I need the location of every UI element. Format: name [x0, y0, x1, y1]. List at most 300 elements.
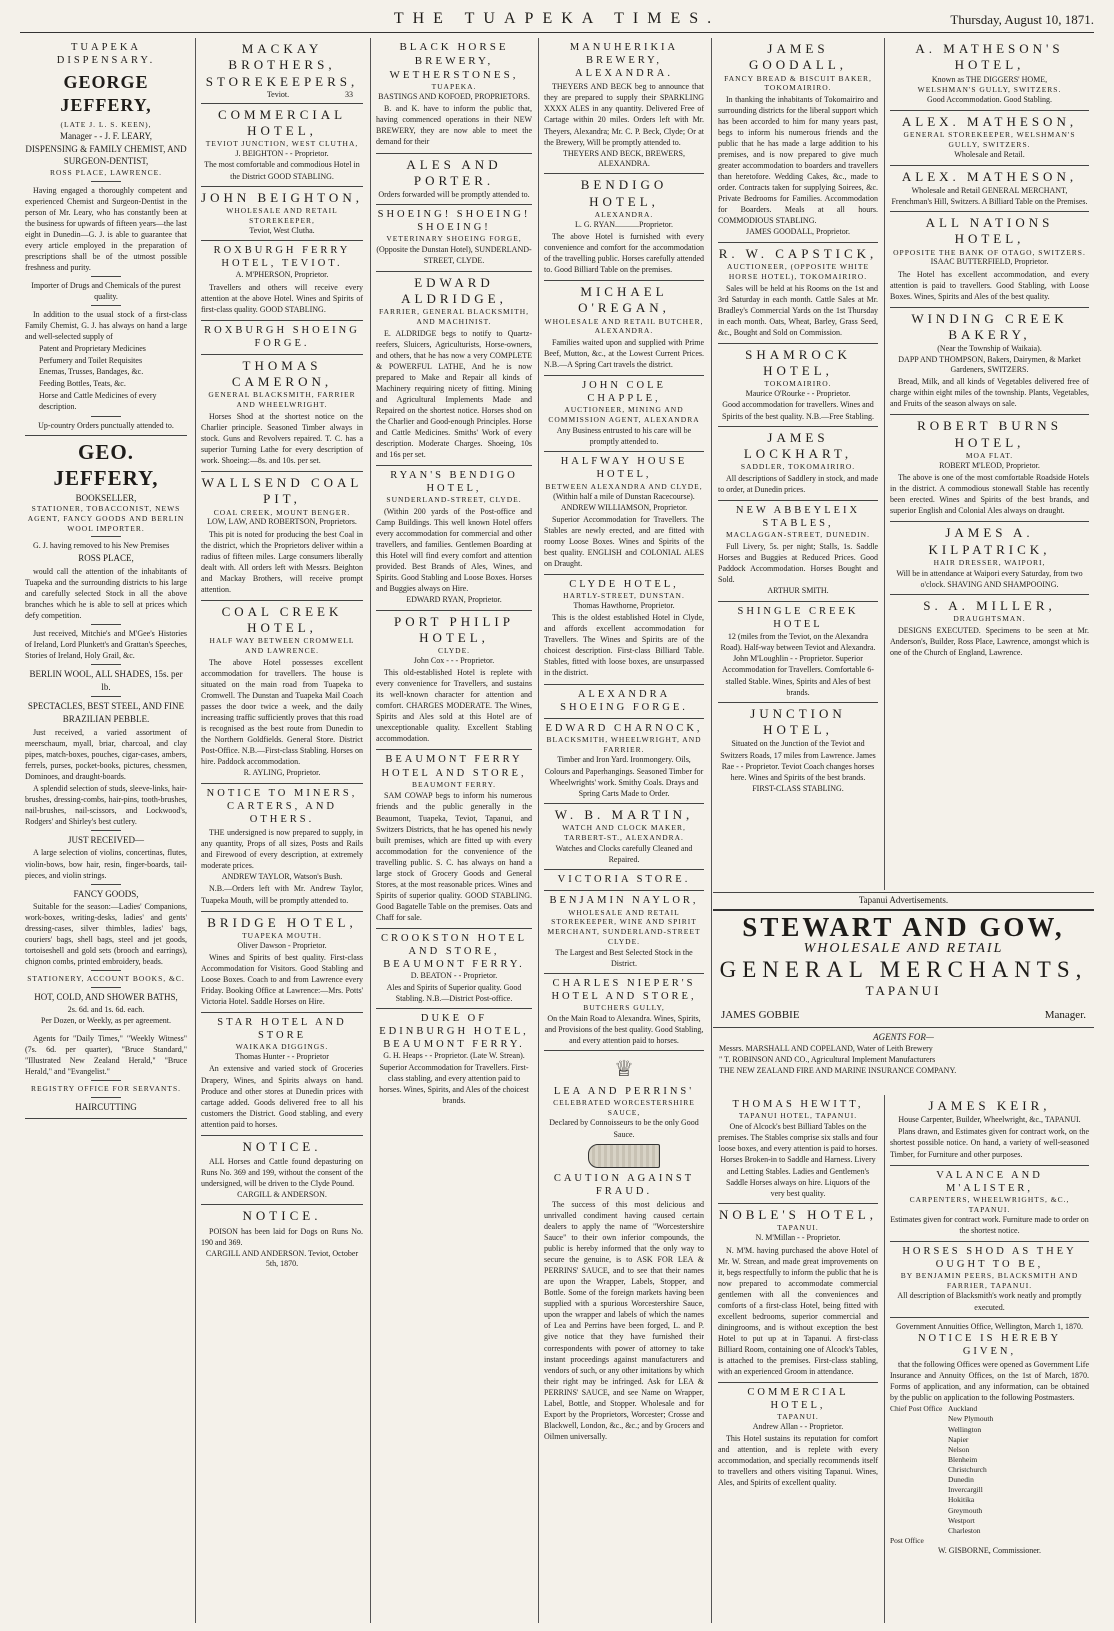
ad-nobles-hotel: [718, 1204, 878, 1383]
ad-sub: OPPOSITE THE BANK OF OTAGO, SWITZERS.: [893, 247, 1086, 257]
ad-title: ALL NATIONS HOTEL,: [925, 215, 1054, 247]
ad-text: Importer of Drugs and Chemicals of the purest quality.: [31, 280, 181, 301]
ad-text: (Within half a mile of Dunstan Racecourse).: [553, 492, 695, 502]
office-label: Post Office: [890, 1535, 924, 1545]
ad-proprietor: Thomas Hawthorne, Proprietor.: [573, 600, 675, 610]
ad-notice-poison: [201, 1205, 363, 1273]
ad-place: ROSS PLACE,: [78, 553, 134, 564]
ad-edward-aldridge: [376, 272, 532, 466]
ad-proprietor: Thomas Hunter - - Proprietor: [235, 1052, 329, 1062]
ad-james-goodall: [718, 38, 878, 243]
ad-sub: TUAPEKA.: [431, 82, 477, 92]
ad-alex-matheson-store: [890, 111, 1089, 166]
ad-text: An extensive and varied stock of Groceries Drapery, Wines, and Spirits always on hand. Produce and other stores at Dunedin prices with cartage added. Goods delivered free to all his customers the District. Good stabling, and every attention paid to horses.: [201, 1064, 363, 1129]
ad-benjamin-peers: [890, 1242, 1089, 1318]
list-item: Westport: [948, 1515, 975, 1525]
ad-ales-porter: [376, 154, 532, 206]
ad-title: NOTICE.: [242, 1138, 322, 1154]
divider: [91, 536, 121, 537]
item-list: [25, 343, 187, 413]
ad-heading: SPECTACLES, BEST STEEL, AND FINE BRAZILIAN PEBBLE.: [27, 701, 185, 724]
ad-text: One of Alcock's best Billiard Tables on the premises. The Stables comprise six stalls and four loose boxes, and every attention is paid to horses. Horses Broken-in to Saddle and Harness. Livery and Letting Stables. Ladies and Gentlemen's Saddle Horses always on hire. Liquors of the very best quality.: [718, 1121, 878, 1198]
ad-text: that the following Offices were opened as Government Life Insurance and Annuity Offices, on the 1st of March, 1870. Forms of application, and any information, can be obtained by the public on application to the following Postmasters.: [890, 1360, 1089, 1403]
ad-commercial-hotel: [201, 104, 363, 187]
ad-john-cole-chapple: [544, 376, 704, 452]
ad-crookston: [376, 929, 532, 1009]
ad-title: VICTORIA STORE.: [557, 874, 691, 886]
ad-black-horse-brewery: [376, 38, 532, 154]
ad-title: BRIDGE HOTEL,: [207, 914, 357, 930]
ad-shamrock-hotel: [718, 344, 878, 427]
divider: [91, 830, 121, 831]
ad-title: JAMES A. KILPATRICK,: [928, 525, 1051, 557]
ad-bridge-hotel: [201, 912, 363, 1014]
ad-text: Plans drawn, and Estimates given for contract work, on the shortest possible notice. On hand, a variety of well-seasoned Timber, for Furniture and other purposes.: [890, 1127, 1089, 1159]
list-item: Greymouth: [948, 1505, 983, 1515]
ad-title: GEORGE JEFFERY,: [60, 72, 152, 115]
ad-text: This is the oldest established Hotel in Clyde, and affords excellent accommodation for Travellers. The Wines and Spirits are of the choicest description. First-class Billiard Table. Stables, fitted with loose boxes, are unsurpassed in the district.: [544, 613, 704, 678]
ad-thomas-cameron: [201, 355, 363, 472]
ad-text: Ales and Spirits of Superior quality. Good Stabling. N.B.—District Post-office.: [386, 982, 522, 1003]
ad-heading: REGISTRY OFFICE FOR SERVANTS.: [30, 1084, 182, 1094]
ad-title: ALES AND PORTER.: [406, 156, 502, 188]
ad-title: VALANCE AND M'ALISTER,: [936, 1169, 1043, 1194]
ad-sub: AUCTIONEER, (OPPOSITE WHITE HORSE HOTEL), TOKOMAIRIRO.: [726, 262, 870, 281]
ad-text: Families waited upon and supplied with Prime Beef, Mutton, &c., at the Lowest Current Prices. N.B.—A Spring Cart travels the district.: [544, 338, 704, 370]
ad-sub: STATIONER, TOBACCONIST, NEWS AGENT, FANCY GOODS AND BERLIN WOOL IMPORTER.: [27, 504, 185, 533]
ad-text: N.B.—Orders left with Mr. Andrew Taylor, Tuapeka Mouth, will be promptly attended to.: [201, 884, 363, 905]
ad-text: (Opposite the Dunstan Hotel), SUNDERLAND-STREET, CLYDE.: [376, 245, 532, 266]
ad-title: JOHN BEIGHTON,: [201, 189, 363, 205]
ad-sub: BUTCHERS GULLY,: [583, 1003, 665, 1013]
ad-beaumont-ferry: [376, 750, 532, 928]
ad-text: The success of this most delicious and unrivalled condiment having caused certain dealers to apply the name of "Worcestershire Sauce" to their own inferior compounds, the public is hereby informed that the only way to secure the genuine, is to ASK FOR LEA & PERRINS' SAUCE, and to see that their names are upon the Wrapper, Labels, Stopper, and Bottle. Some of the foreign markets having been supplied with a spurious Worcestershire Sauce, upon the wrapper and labels of which the names of Lea and Perrins have been forged, L. and P. give notice that they have furnished their correspondents with power of attorney to take instant proceedings against manufacturers and vendors of such, or any other imitations by which their right may be infringed. Ask for LEA & PERRINS' SAUCE, and see Name on Wrapper, Label, Bottle, and Stopper. Wholesale and for Export by the Proprietors, Worcester; Crosse and Blackwell, London, &c., &c.; and by Grocers and Oilmen universally.: [544, 1200, 704, 1441]
ad-heading: HOT, COLD, AND SHOWER BATHS,: [34, 992, 178, 1003]
ad-text: Per Dozen, or Weekly, as per agreement.: [41, 1015, 171, 1025]
ad-heading: TUAPEKA DISPENSARY.: [56, 42, 156, 67]
ad-text: Superior Accommodation for Travellers. First-class stabling, and every attention paid to horses. Wines, Spirits, and Ales of the choicest brands.: [379, 1062, 529, 1106]
ad-thomas-hewitt: [718, 1095, 878, 1204]
divider: [91, 664, 121, 665]
ad-title: NOTICE TO MINERS, CARTERS, AND OTHERS.: [206, 787, 358, 825]
ad-lea-perrins: [544, 1051, 704, 1446]
ad-sub: WHOLESALE AND RETAIL: [803, 941, 1004, 957]
ad-title: BENJAMIN NAYLOR,: [549, 895, 699, 907]
ad-halfway-house: [544, 452, 704, 575]
ad-sub: BEAUMONT FERRY.: [412, 779, 496, 789]
ad-text: Suitable for the season:—Ladies' Companions, work-boxes, writing-desks, ladies' and gents' dressing-cases, silver thimbles, ladies' bags, couriers' bags, shell bags, steel and jet goods, tortoiseshell and gold sets (brooch and earrings), chignon combs, printed embroidery, beads.: [25, 902, 187, 967]
agent-line: THE NEW ZEALAND FIRE AND MARINE INSURANCE COMPANY.: [719, 1065, 957, 1075]
ad-title: JOHN COLE CHAPPLE,: [582, 380, 666, 405]
masthead: [20, 10, 1094, 33]
ad-title: MACKAY BROTHERS, STOREKEEPERS,: [205, 41, 359, 89]
ad-heading: HAIRCUTTING: [75, 1101, 137, 1112]
divider: [91, 696, 121, 697]
ad-sub: MOA FLAT.: [965, 450, 1014, 460]
ad-sub: WATCH AND CLOCK MAKER, TARBERT-ST., ALEXANDRA.: [562, 823, 686, 843]
ad-title: RYAN'S BENDIGO HOTEL,: [390, 469, 518, 495]
ad-title: NOBLE'S HOTEL,: [718, 1207, 877, 1223]
column-7: [713, 1095, 883, 1623]
list-item: Wellington: [948, 1424, 982, 1434]
ad-title: WALLSEND COAL PIT,: [201, 475, 363, 507]
ad-sub: (LATE J. L. S. KEEN),: [60, 120, 152, 130]
tapanui-ads: [713, 1095, 1094, 1623]
ad-signature: W. GISBORNE, Commissioner.: [937, 1546, 1042, 1556]
ad-text: In thanking the inhabitants of Tokomairiro and surrounding districts for the liberal support which has been accorded to him for many years past, begs to inform his numerous friends and the public that he has made a large addition to his premises, and is now prepared to give much greater accommodation to boarders and travellers than heretofore. Wedding Cakes, &c., made to order. Contracts taken for supplying Soirees, &c. Private Bedrooms for Families. Accommodation for Boarders. Meals at all hours. COMMODIOUS STABLING.: [718, 95, 878, 226]
ad-text: The above Hotel possesses excellent accommodation for travellers. The house is situated on the main road from Tuapeka to Cromwell. The Dunstan and Tuapeka Mail Coach passes the door twice a week, and the daily increasing traffic sufficiently proves that this road is recognised as the best route from Dunedin to the Northern Goldfields. General Store. District Post-Office. N.B.—First-class Stabling. Horses on hire. Paddock accommodation.: [201, 657, 363, 767]
divider: [91, 416, 121, 417]
ad-charles-nieper: [544, 974, 704, 1052]
ad-sub: WHOLESALE AND RETAIL BUTCHER, ALEXANDRA.: [544, 316, 704, 336]
ad-text: Frenchman's Hill, Switzers. A Billiard Table on the Premises.: [891, 197, 1088, 206]
ad-title: DUKE OF EDINBURGH HOTEL, BEAUMONT FERRY.: [379, 1012, 529, 1051]
list-item: Auckland: [948, 1404, 978, 1414]
ad-duke-edinburgh: [376, 1009, 532, 1111]
ad-title: NEW ABBEYLEIX STABLES,: [735, 505, 861, 530]
ad-winding-creek: [890, 308, 1089, 416]
ad-text: Horses Shod at the shortest notice on the Charlier principle. Seasoned Timber always in stock. Guns and Revolvers repaired. T. C. has a superior Turning Lathe for every description of work. Shoeing:—8s. and 10s. per set.: [201, 411, 363, 466]
ad-text: (Within 200 yards of the Post-office and Camp Buildings. This well known Hotel offers every accommodation for commercial and other travellers, and families. Gentlemen Boarding at this Hotel will find every comfort and attention provided. Best Brands of Ales, Wines, and Spirits. Good Stabling and Loose Boxes. Horses and Buggies always on Hire.: [376, 506, 532, 594]
ad-edward-charnock: [544, 719, 704, 804]
ad-junction-hotel: [718, 703, 878, 798]
column-3: [371, 38, 537, 1623]
ad-government-notice: [890, 1318, 1089, 1561]
agent-line: " T. ROBINSON AND CO., Agricultural Implement Manufacturers: [719, 1055, 936, 1065]
newspaper-title: THE TUAPEKA TIMES.: [393, 10, 721, 27]
ad-title: JAMES GOODALL,: [748, 41, 848, 73]
ad-ryans-bendigo: [376, 466, 532, 611]
ad-manager: [713, 999, 1094, 1028]
ad-sub: SADDLER, TOKOMAIRIRO.: [740, 462, 856, 472]
ad-sub: BOOKSELLER,: [75, 492, 137, 503]
list-item: Nelson: [948, 1444, 970, 1454]
ad-proprietor: THEYERS AND BECK, BREWERS, ALEXANDRA.: [562, 148, 685, 168]
ad-title: S. A. MILLER,: [923, 597, 1056, 613]
ad-text: All description of Blacksmith's work neatly and promptly executed.: [897, 1291, 1082, 1312]
ad-text: Travellers and others will receive every attention at the above Hotel. Wines and Spirits of first-class quality. GOOD STABLING.: [201, 282, 363, 314]
issue-date: Thursday, August 10, 1871.: [950, 12, 1094, 27]
ad-title: ROXBURGH SHOEING FORGE.: [204, 324, 360, 349]
ad-sub: BETWEEN ALEXANDRA AND CLYDE,: [545, 481, 703, 491]
office-list: [890, 1404, 1089, 1536]
ad-text: This old-established Hotel is replete with every convenience for Travellers, and sustains its well-known character for attention and comfort. CHARGES MODERATE. The Wines, Spirits and Ales sold at this Hotel are of unexceptionable quality. Excellent Stabling accommodation.: [376, 668, 532, 744]
ad-text: 2s. 6d. and 1s. 6d. each.: [67, 1004, 145, 1014]
ad-valance-malister: [890, 1166, 1089, 1242]
ad-sub: DRAUGHTSMAN.: [953, 614, 1026, 624]
ad-title: GEO. JEFFERY,: [53, 440, 159, 491]
ad-title: CHARLES NIEPER'S HOTEL AND STORE,: [551, 977, 697, 1003]
column-5: [713, 38, 883, 890]
ad-text: This pit is noted for producing the best Coal in the district, which the Proprietors deliver within a radius of fifteen miles. Large consumers liberally dealt with. All orders left with Messrs. Beighton and Mackay Brothers, will receive prompt attention.: [201, 529, 363, 594]
ad-title: R. W. CAPSTICK,: [718, 245, 878, 261]
ad-title: ALEX. MATHESON,: [901, 113, 1078, 129]
ad-sub: FARRIER, GENERAL BLACKSMITH, AND MACHINIST.: [378, 307, 530, 326]
list-item: Horse and Cattle Medicines of every description.: [39, 390, 157, 412]
ad-heading: BERLIN WOOL, ALL SHADES, 15s. per lb.: [29, 669, 183, 692]
ad-text: N. M'M. having purchased the above Hotel of Mr. W. Strean, and made great improvements on it, begs respectfully to inform the public that he is now prepared to accommodate commercial gentlemen with all the conveniences and comforts of a first-class Hotel, being fitted with excellent bedrooms, superior commercial and diningrooms, and is without exception the best Hotel to put up at in Tapanui. A first-class Billiard Room, containing one of Alcock's Tables, is attached to the premises. First-class stabling, with an experienced Groom in attendance.: [718, 1245, 878, 1376]
ad-sub: WHOLESALE AND RETAIL STOREKEEPER,: [226, 206, 338, 225]
ad-sub: CLYDE.: [437, 646, 471, 656]
ad-sub: TAPANUI HOTEL, TAPANUI.: [738, 1111, 858, 1121]
ad-wallsend-coal: [201, 472, 363, 601]
ad-title: COMMERCIAL HOTEL,: [747, 1386, 849, 1412]
ad-james-lockhart: [718, 427, 878, 501]
ad-heading: CAUTION AGAINST FRAUD.: [553, 1172, 695, 1197]
ad-title: EDWARD ALDRIDGE,: [401, 274, 507, 306]
ad-star-hotel: [201, 1013, 363, 1136]
ad-role: DISPENSING & FAMILY CHEMIST, AND SURGEON-DENTIST,: [25, 143, 187, 167]
ad-proprietor: ARTHUR SMITH.: [767, 586, 829, 596]
ad-title: JAMES KEIR,: [928, 1098, 1051, 1113]
ad-proprietor: ANDREW WILLIAMSON, Proprietor.: [560, 502, 688, 512]
list-item: Perfumery and Toilet Requisites: [39, 355, 143, 365]
ad-text: Good Accommodation. Good Stabling.: [926, 95, 1053, 105]
divider: [91, 624, 121, 625]
column-2: [196, 38, 368, 1623]
ad-sub: HARTLY-STREET, DUNSTAN.: [563, 591, 685, 601]
ad-sub: AUCTIONEER, MINING AND COMMISSION AGENT, ALEXANDRA: [548, 405, 700, 425]
ad-heading: STATIONERY, ACCOUNT BOOKS, &C.: [27, 974, 185, 984]
ad-title: SHAMROCK HOTEL,: [745, 346, 851, 378]
ad-text: Situated on the Junction of the Teviot and Switzers Roads, 17 miles from Lawrence. James Rae - - Proprietor. Teviot Coach changes horses here. Wines and Spirits of the best brands. FIRST-CLASS STABLING.: [720, 739, 876, 794]
ad-place: ROSS PLACE, LAWRENCE.: [49, 167, 163, 177]
ad-footer: Teviot. 33: [266, 89, 353, 99]
divider: [91, 1029, 121, 1030]
ad-sub: CARPENTERS, WHEELWRIGHTS, &C., TAPANUI.: [909, 1194, 1070, 1214]
ad-text: The above Hotel is furnished with every convenience and comfort for the accommodation of the travelling public. Horses carefully attended to. Good Billiard Table on the premises.: [544, 231, 704, 275]
ad-proprietor: R. AYLING, Proprietor.: [243, 768, 321, 778]
ad-text: Wines and Spirits of best quality. First-class Accommodation for Visitors. Good Stabling and Loose Boxes. Coach to and from Lawrence every Friday. Booking Office at Lawrence:—Mrs. Potts' Victoria Hotel. Saddle Horses on Hire.: [201, 952, 363, 1007]
ad-commercial-hotel-tapanui: [718, 1383, 878, 1494]
ad-proprietor: D. BEATON - - Proprietor.: [410, 971, 498, 981]
ad-title: MICHAEL O'REGAN,: [578, 284, 670, 316]
royal-crest-icon: ♕: [614, 1056, 634, 1082]
ad-text: ALL Horses and Cattle found depasturing on Runs No. 369 and 199, without the consent of the undersigned, will be driven to the Clyde Pound.: [201, 1156, 363, 1188]
ad-manager: Manager - - J. F. LEARY,: [59, 131, 153, 141]
manager-name: JAMES GOBBIE: [721, 1009, 800, 1022]
ad-proprietor: Teviot, West Clutha.: [249, 225, 315, 235]
ad-text: This Hotel sustains its reputation for comfort and attention, and is replete with every accommodation, and specially recommends itself to travellers and others visiting Tapanui. Wines, Ales, and Spirits of excellent quality.: [718, 1434, 878, 1488]
ad-text: A large selection of violins, concertinas, flutes, violin-bows, bow hair, resin, finger-boards, tail-pieces, and violin strings.: [25, 848, 187, 880]
ad-benjamin-naylor: [544, 891, 704, 974]
ad-text: Will be in attendance at Waipori every Saturday, from two o'clock. SHAVING AND SHAMPOOING.: [896, 568, 1083, 589]
ad-robert-burns: [890, 415, 1089, 522]
ad-title: ROBERT BURNS HOTEL,: [917, 418, 1062, 450]
ad-title: WINDING CREEK BAKERY,: [911, 310, 1068, 343]
ad-sub: (Near the Township of Waikaia).: [937, 344, 1042, 354]
ad-proprietor: DAPP AND THOMPSON, Bakers, Dairymen, & Market Gardeners, SWITZERS.: [898, 354, 1081, 374]
ad-proprietor: LOW, LAW, AND ROBERTSON, Proprietors.: [207, 517, 357, 527]
ad-title: JUNCTION HOTEL,: [750, 705, 846, 738]
list-item: Blenheim: [948, 1454, 978, 1464]
ad-title: BLACK HORSE BREWERY, WETHERSTONES,: [389, 41, 519, 81]
ad-proprietor: Oliver Dawson - Proprietor.: [237, 940, 327, 950]
list-item: Napier: [948, 1434, 969, 1444]
ad-text: 12 (miles from the Teviot, on the Alexandra Road). Half-way between Teviot and Alexandra. John M'Loughlin - - Proprietor. Superior Accommodation for Travellers. Comfortable 6-stalled Stable. Wines, Spirits and Ales of best brands.: [720, 631, 876, 697]
manager-title: Manager.: [1044, 1009, 1086, 1022]
ad-sub: HALF WAY BETWEEN CROMWELL AND LAWRENCE.: [209, 636, 355, 656]
ad-text: The Largest and Best Selected Stock in the District.: [555, 947, 693, 968]
ad-sub: TOKOMAIRIRO.: [764, 379, 832, 389]
ad-george-jeffery: [25, 38, 187, 436]
ad-text: DESIGNS EXECUTED. Specimens to be seen at Mr. Anderson's, Builder, Ross Place, Lawrence, amongst which is one of the Church of England, Lawrence.: [890, 625, 1089, 657]
ad-sub: House Carpenter, Builder, Wheelwright, &c., TAPANUI.: [898, 1115, 1081, 1125]
ad-sub: WHOLESALE AND RETAIL STOREKEEPER, WINE AND SPIRIT MERCHANT, SUNDERLAND-STREET CLYDE.: [547, 907, 701, 946]
ad-heading: JUST RECEIVED—: [67, 834, 145, 845]
list-item: Invercargill: [948, 1485, 983, 1495]
ad-text: G. J. having removed to his New Premises: [33, 541, 170, 551]
ad-title: CROOKSTON HOTEL AND STORE, BEAUMONT FERRY.: [380, 932, 528, 971]
ad-shingle-creek: [718, 602, 878, 703]
ad-proprietor: J. BEIGHTON - - Proprietor.: [235, 149, 329, 158]
column-6: [885, 38, 1094, 890]
ad-text: Just received, a varied assortment of meerschaum, myall, briar, charcoal, and clay pipes, match-boxes, pouches, cigar-cases, ambers, ferrels, purses, pocket-books, pictures, chessmen, Dominoes, and draught-boards. A splendid selection of studs, sleeve-links, hair-brushes, dressing-combs, hair-pins, tooth-brushes, nail-brushes, nail-scissors, and Lockwood's, Rodgers' and Shirley's best cutlery.: [25, 727, 187, 826]
ad-text: THE undersigned is now prepared to supply, in any quantity, Props of all sizes, Posts and Rails and Firewood of every description, at extremely moderate prices.: [201, 827, 363, 871]
list-item: Hokitika: [948, 1495, 975, 1505]
ad-title: PORT PHILIP HOTEL,: [394, 613, 514, 645]
ad-title: EDWARD CHARNOCK,: [545, 722, 703, 734]
agent-line: Messrs. MARSHALL AND COPELAND, Water of Leith Brewery: [719, 1044, 933, 1054]
ad-proprietor: ANDREW TAYLOR, Watson's Bush.: [221, 872, 343, 882]
ad-alexandra-forge: [544, 685, 704, 719]
ad-sub: TUAPEKA MOUTH.: [242, 930, 322, 940]
ad-proprietor: JAMES GOODALL, Proprietor.: [746, 227, 850, 237]
ad-title: STEWART AND GOW,: [713, 909, 1094, 941]
ad-abbeyleix-stables: [718, 501, 878, 602]
ad-sub: FANCY BREAD & BISCUIT BAKER, TOKOMAIRIRO.: [724, 73, 872, 93]
ad-sub: TAPANUI.: [777, 1223, 819, 1233]
ad-port-philip: [376, 611, 532, 751]
office-label: Chief Post Office: [890, 1404, 943, 1414]
divider: [91, 884, 121, 885]
list-item: Enemas, Trusses, Bandages, &c.: [39, 367, 144, 377]
ad-sub: MACLAGGAN-STREET, DUNEDIN.: [726, 530, 870, 540]
ad-title: A. MATHESON'S HOTEL,: [915, 41, 1064, 73]
ad-heading: GENERAL MERCHANTS,: [719, 957, 1088, 983]
column-8: [885, 1095, 1094, 1623]
ad-proprietor: Maurice O'Rourke - - Proprietor.: [745, 388, 851, 398]
ad-victoria-store: [544, 870, 704, 891]
ad-title: W. B. MARTIN,: [554, 807, 694, 823]
ad-text: Bread, Milk, and all kinds of Vegetables delivered free of charge within eight miles of the township. Plants, Vegetables, and Fruits of the season always on sale.: [890, 377, 1089, 409]
divider: [91, 305, 121, 306]
ad-proprietor: BASTINGS AND KOFOED, PROPRIETORS.: [378, 92, 530, 101]
divider: [91, 1097, 121, 1098]
ad-text: Any Business entrusted to his care will be promptly attended to.: [556, 425, 692, 447]
ad-sub: SUNDERLAND-STREET, CLYDE.: [386, 495, 522, 505]
ad-text: Having engaged a thoroughly competent and experienced Chemist and Surgeon-Dentist in the person of Mr. Leary, who has constantly been at the business for upwards of fifteen years—the last eight in Dunedin—G. J. is able to guarantee that every article employed in the preparation of prescriptions shall be of the utmost possible freshness and purity.: [25, 185, 187, 272]
list-item: New Plymouth: [948, 1414, 994, 1424]
ad-proprietor: CARGILL & ANDERSON.: [237, 1190, 327, 1199]
ad-john-beighton: [201, 187, 363, 241]
ad-sub: HAIR DRESSER, WAIPORI,: [933, 557, 1046, 567]
ad-text: Superior Accommodation for Travellers. The Stables are newly erected, and are fitted with roomy Loose Boxes. Wines and Spirits of the best quality. ENGLISH and COLONIAL ALES on Draught.: [544, 514, 704, 569]
ad-title: LEA AND PERRINS': [553, 1085, 695, 1097]
divider: [91, 181, 121, 182]
ad-matheson-hotel: [890, 38, 1089, 111]
ad-title: BENDIGO HOTEL,: [580, 177, 668, 209]
divider: [91, 276, 121, 277]
ad-text: Sales will be held at his Rooms on the 1st and 3rd Saturday in each month. Cattle Sales at Mr. Bradley's Commercial Yards on the 1st Thursday in each month. Oats, Wheat, Barley, Grass Seed, &c., Bought and Sold on Commission.: [718, 283, 878, 337]
column-1: [20, 38, 192, 1623]
list-item: Dunedin: [948, 1475, 974, 1485]
ad-title: BEAUMONT FERRY HOTEL AND STORE,: [381, 754, 527, 779]
ad-proprietor: L. G. RYAN............Proprietor.: [575, 219, 673, 229]
ad-proprietor: N. M'Millan - - Proprietor.: [755, 1233, 841, 1243]
ad-kilpatrick: [890, 522, 1089, 595]
ad-sub: WAIKAKA DIGGINGS.: [235, 1042, 329, 1052]
ad-sub: COAL CREEK, MOUNT BENGER.: [213, 507, 351, 517]
ad-title: HORSES SHOD AS THEY OUGHT TO BE,: [902, 1245, 1077, 1270]
ad-title: THOMAS HEWITT,: [732, 1099, 864, 1110]
ad-sub: BY BENJAMIN PEERS, BLACKSMITH AND FARRIER, TAPANUI.: [900, 1270, 1079, 1290]
ad-sub: VETERINARY SHOEING FORGE,: [386, 234, 522, 244]
ad-sub: Wholesale and Retail GENERAL MERCHANT,: [911, 185, 1068, 195]
ad-bendigo-hotel: [544, 174, 704, 281]
ad-text: Wholesale and Retail.: [954, 150, 1025, 160]
office-names: [948, 1404, 1089, 1536]
ad-proprietor: John Cox - - - Proprietor.: [413, 655, 495, 665]
ad-sub: WELSHMAN'S GULLY, SWITZERS.: [917, 84, 1062, 94]
ad-title: HALFWAY HOUSE HOTEL,: [560, 456, 688, 481]
agents-heading: AGENTS FOR—: [873, 1032, 934, 1043]
ad-proprietor: ISAAC BUTTERFIELD, Proprietor.: [930, 257, 1049, 267]
ad-title: COMMERCIAL HOTEL,: [217, 106, 347, 138]
ad-wb-martin: [544, 804, 704, 870]
ad-text: Full Livery, 5s. per night; Stalls, 1s. Saddle Horses and Buggies at Reduced Prices. Good Paddock Accommodation. Horses Bought and Sold.: [718, 542, 878, 585]
ad-text: All descriptions of Saddlery in stock, and made to order, at Dunedin prices.: [718, 473, 878, 494]
ad-text: Declared by Connoisseurs to be the only Good Sauce.: [549, 1118, 699, 1139]
ad-title: CLYDE HOTEL,: [569, 579, 679, 591]
ad-stewart-and-gow: [713, 892, 1094, 1077]
ad-title: ROXBURGH FERRY HOTEL, TEVIOT.: [213, 244, 351, 270]
column-4: [539, 38, 709, 1623]
divider: [91, 987, 121, 988]
ad-text: The most comfortable and commodious Hotel in the District GOOD STABLING.: [204, 160, 360, 181]
ad-text: The Hotel has excellent accommodation, and every attention is paid to travellers. Good Stabling, with Loose Boxes. Wines, Spirits and Ales of the best quality.: [890, 269, 1089, 301]
ad-text: Estimates given for contract work. Furniture made to order on the shortest notice.: [890, 1215, 1089, 1236]
ad-sub: TEVIOT JUNCTION, WEST CLUTHA,: [205, 139, 359, 149]
notice-dateline: Government Annuities Office, Wellington, March 1, 1870.: [895, 1321, 1084, 1331]
ad-text: Just received, Mitchie's and M'Gee's Histories of Ireland, Lord Plunkett's and Grattan's Speeches, Stories of Ireland, Holy Grail, &c.: [25, 629, 187, 661]
ad-text: On the Main Road to Alexandra. Wines, Spirits, and Provisions of the best quality. Good Stabling, and every attention paid to horses.: [544, 1013, 704, 1046]
ad-sub: ALEXANDRA.: [594, 209, 654, 219]
ad-text: Up-country Orders punctually attended to.: [38, 420, 174, 430]
ad-shoeing: [376, 205, 532, 271]
ad-coal-creek-hotel: [201, 601, 363, 784]
list-item: Patent and Proprietary Medicines: [39, 344, 146, 354]
ad-sub: GENERAL STOREKEEPER, WELSHMAN'S GULLY, SWITZERS.: [903, 129, 1076, 149]
ad-text: POISON has been laid for Dogs on Runs No. 190 and 369.: [201, 1226, 363, 1247]
ad-title: JAMES LOCKHART,: [743, 429, 853, 461]
ad-text: SAM COWAP begs to inform his numerous friends and the public generally in the Beaumont, Tuapeka, Teviot, Tapanui, and Switzers Districts, that he has opened his newly built premises, which are fitted up with every accommodation for the convenience of the travelling public. S. C. has always on hand a large stock of Grocery Goods and General Stores, at the most reasonable prices. Wines and Spirits of superior quality. GOOD STABLING. Good Bagatelle Table on the premises. Oats and Chaff for sale.: [376, 791, 532, 922]
ad-title: MANUHERIKIA BREWERY, ALEXANDRA.: [569, 42, 679, 80]
ad-roxburgh-forge: [201, 321, 363, 355]
sauce-bottle-icon: [588, 1144, 660, 1168]
section-label: Tapanui Advertisements.: [858, 895, 949, 905]
ad-notice-miners: [201, 784, 363, 912]
ad-sub: CELEBRATED WORCESTERSHIRE SAUCE,: [553, 1097, 695, 1117]
ad-title: THOMAS CAMERON,: [231, 357, 333, 390]
list-item: Feeding Bottles, Teats, &c.: [39, 379, 126, 389]
ad-text: Orders forwarded will be promptly attended to.: [378, 190, 530, 200]
ad-title: STAR HOTEL AND STORE: [217, 1017, 347, 1042]
ad-text: THEYERS AND BECK beg to announce that they are prepared to supply their SPARKLING XXXX ALES in any quantity. Delivered Free of Cartage within 20 miles. Orders left with Mr. Theyers, Alexandra; Mr. C. P. Beck, Clyde; Or at the Brewery, Will be promptly attended to.: [544, 82, 704, 147]
ad-james-keir: [890, 1095, 1089, 1166]
ad-title: COAL CREEK HOTEL,: [221, 603, 343, 636]
ad-title: NOTICE IS HEREBY GIVEN,: [917, 1332, 1062, 1358]
